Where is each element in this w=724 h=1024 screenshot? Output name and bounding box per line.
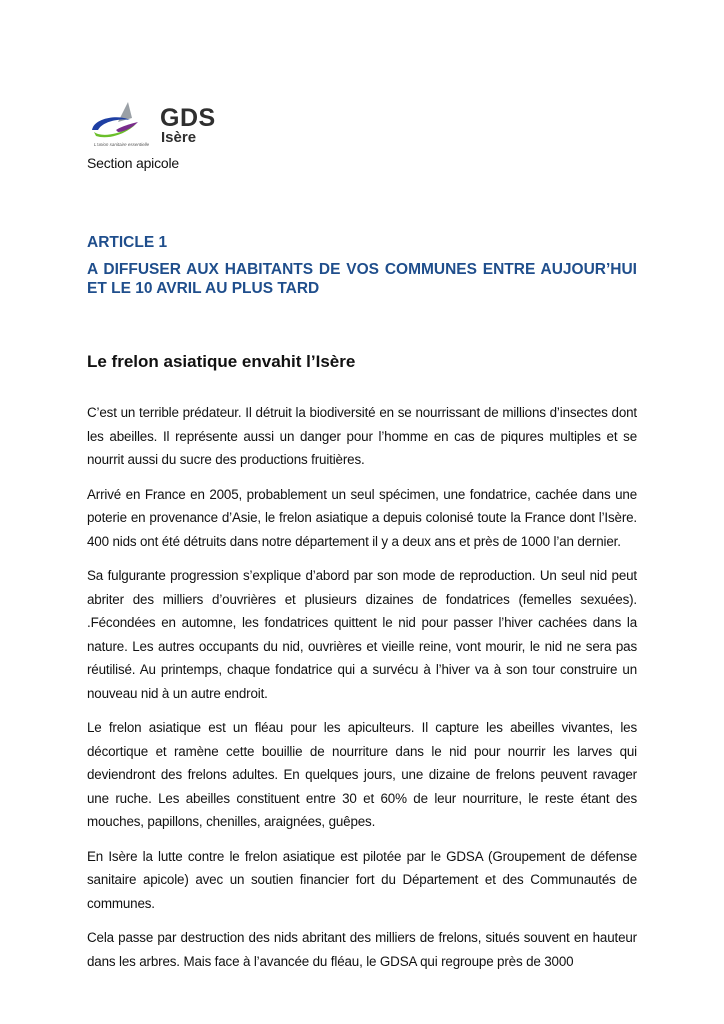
section-label: Section apicole (87, 155, 179, 171)
paragraph: Sa fulgurante progression s’explique d’abord par son mode de reproduction. Un seul nid peut abriter des milliers d’ouvrières et plusieurs dizaines de fondatrices (femelles sexuées). .Fécondées en automne, les fondatrices quittent le nid pour passer l’hiver cachées dans la nature. Les autres occupants du nid, ouvrières et vieille reine, vont mourir, le nid ne sera pas réutilisé. Au printemps, chaque fondatrice qui a survécu à l’hiver va à son tour construire un nouveau nid à un autre endroit. (87, 568, 637, 701)
diffusion-heading: A DIFFUSER AUX HABITANTS DE VOS COMMUNES ENTRE AUJOUR’HUI ET LE 10 AVRIL AU PLUS TARD (87, 261, 637, 297)
article-title: Le frelon asiatique envahit l’Isère (87, 352, 356, 371)
paragraph: C’est un terrible prédateur. Il détruit la biodiversité en se nourrissant de millions d’insectes dont les abeilles. Il représente aussi un danger pour l’homme en cas de piqures multiples et se nourrit aussi du sucre des productions fruitières. (87, 405, 637, 467)
gds-isere-logo (88, 100, 228, 150)
gds-swoosh-icon (88, 100, 160, 150)
logo-isere-text: Isère (161, 129, 197, 146)
article-heading: ARTICLE 1 (87, 234, 168, 251)
paragraph: En Isère la lutte contre le frelon asiatique est pilotée par le GDSA (Groupement de défense sanitaire apicole) avec un soutien financier fort du Département et des Communautés de communes. (87, 848, 637, 911)
svg-text:L'union sanitaire essentielle: L'union sanitaire essentielle (94, 142, 150, 147)
article-body (87, 401, 637, 984)
paragraph: Le frelon asiatique est un fléau pour les apiculteurs. Il capture les abeilles vivantes, les décortique et ramène cette bouillie de nourriture dans le nid pour nourrir les larves qui deviendront des frelons adultes. En quelques jours, une dizaine de frelons peuvent ravager une ruche. Les abeilles constituent entre 30 et 60% de leur nourriture, le reste étant des mouches, papillons, chenilles, araignées, guêpes. (87, 720, 637, 829)
paragraph: Cela passe par destruction des nids abritant des milliers de frelons, situés souvent en hauteur dans les arbres. Mais face à l’avancée du fléau, le GDSA qui regroupe près de 3000 (87, 930, 637, 969)
logo-gds-text: GDS (160, 104, 216, 132)
paragraph: Arrivé en France en 2005, probablement un seul spécimen, une fondatrice, cachée dans une poterie en provenance d’Asie, le frelon asiatique a depuis colonisé toute la France dont l’Isère. 400 nids ont été détruits dans notre département il y a deux ans et près de 1000 l’an dernier. (87, 486, 637, 549)
